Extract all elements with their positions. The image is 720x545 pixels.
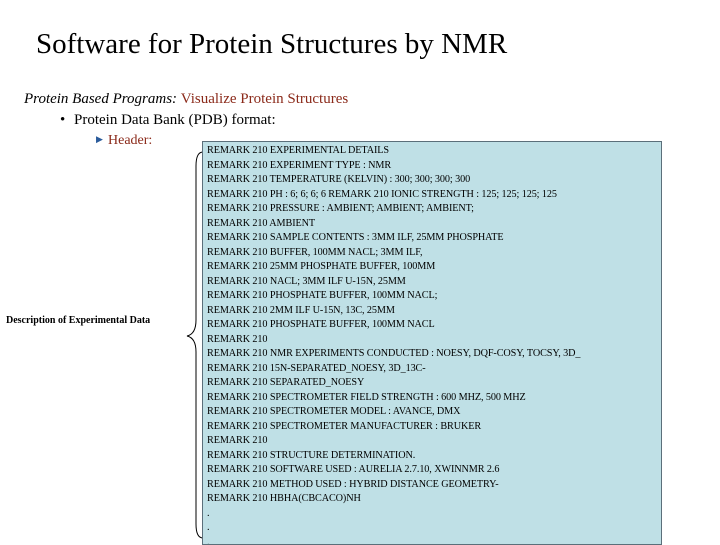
pdb-remark-line: REMARK 210 AMBIENT (207, 217, 661, 232)
pdb-remark-line: REMARK 210 NACL; 3MM ILF U-15N, 25MM (207, 275, 661, 290)
pdb-remark-line: REMARK 210 SOFTWARE USED : AURELIA 2.7.10, XWINNMR 2.6 (207, 463, 661, 478)
pdb-remark-line: REMARK 210 15N-SEPARATED_NOESY, 3D_13C- (207, 362, 661, 377)
triangle-bullet-icon: ▶ (96, 134, 108, 145)
pdb-remark-line: REMARK 210 2MM ILF U-15N, 13C, 25MM (207, 304, 661, 319)
pdb-remark-line: . (207, 521, 661, 536)
subtitle-prefix: Protein Based Programs: (24, 91, 177, 107)
pdb-remark-line: REMARK 210 SPECTROMETER MANUFACTURER : BRUKER (207, 420, 661, 435)
header-label: Header: (108, 133, 152, 148)
pdb-remark-line: REMARK 210 STRUCTURE DETERMINATION. (207, 449, 661, 464)
pdb-remark-line: REMARK 210 EXPERIMENTAL DETAILS (207, 144, 661, 159)
pdb-remark-line: REMARK 210 PHOSPHATE BUFFER, 100MM NACL (207, 318, 661, 333)
pdb-remark-line: REMARK 210 PH : 6; 6; 6; 6 REMARK 210 IONIC STRENGTH : 125; 125; 125; 125 (207, 188, 661, 203)
pdb-remark-line: REMARK 210 HBHA(CBCACO)NH (207, 492, 661, 507)
bullet-dot-icon: • (60, 112, 74, 129)
pdb-remark-line: REMARK 210 (207, 434, 661, 449)
pdb-remark-line: REMARK 210 SPECTROMETER FIELD STRENGTH : 600 MHZ, 500 MHZ (207, 391, 661, 406)
pdb-remark-line: REMARK 210 SAMPLE CONTENTS : 3MM ILF, 25MM PHOSPHATE (207, 231, 661, 246)
pdb-remark-line: REMARK 210 NMR EXPERIMENTS CONDUCTED : NOESY, DQF-COSY, TOCSY, 3D_ (207, 347, 661, 362)
pdb-remark-line: REMARK 210 (207, 333, 661, 348)
subtitle-suffix: Visualize Protein Structures (181, 91, 348, 107)
pdb-remark-line: . (207, 507, 661, 522)
slide-title: Software for Protein Structures by NMR (36, 28, 507, 61)
pdb-remark-line: REMARK 210 BUFFER, 100MM NACL; 3MM ILF, (207, 246, 661, 261)
pdb-remark-line: REMARK 210 TEMPERATURE (KELVIN) : 300; 300; 300; 300 (207, 173, 661, 188)
pdb-remark-line: REMARK 210 METHOD USED : HYBRID DISTANCE GEOMETRY- (207, 478, 661, 493)
description-label: Description of Experimental Data (6, 315, 150, 326)
pdb-remark-line: REMARK 210 EXPERIMENT TYPE : NMR (207, 159, 661, 174)
bullet-pdb-format (60, 112, 276, 129)
pdb-remark-line: . (207, 536, 661, 545)
pdb-remark-line: REMARK 210 SEPARATED_NOESY (207, 376, 661, 391)
bullet-text: Protein Data Bank (PDB) format: (74, 112, 276, 128)
pdb-remark-box (202, 141, 662, 545)
pdb-remark-line: REMARK 210 SPECTROMETER MODEL : AVANCE, DMX (207, 405, 661, 420)
header-label-row (96, 133, 152, 149)
pdb-remark-line: REMARK 210 25MM PHOSPHATE BUFFER, 100MM (207, 260, 661, 275)
pdb-remark-line: REMARK 210 PHOSPHATE BUFFER, 100MM NACL; (207, 289, 661, 304)
section-subtitle (24, 91, 348, 108)
pdb-remark-line: REMARK 210 PRESSURE : AMBIENT; AMBIENT; AMBIENT; (207, 202, 661, 217)
